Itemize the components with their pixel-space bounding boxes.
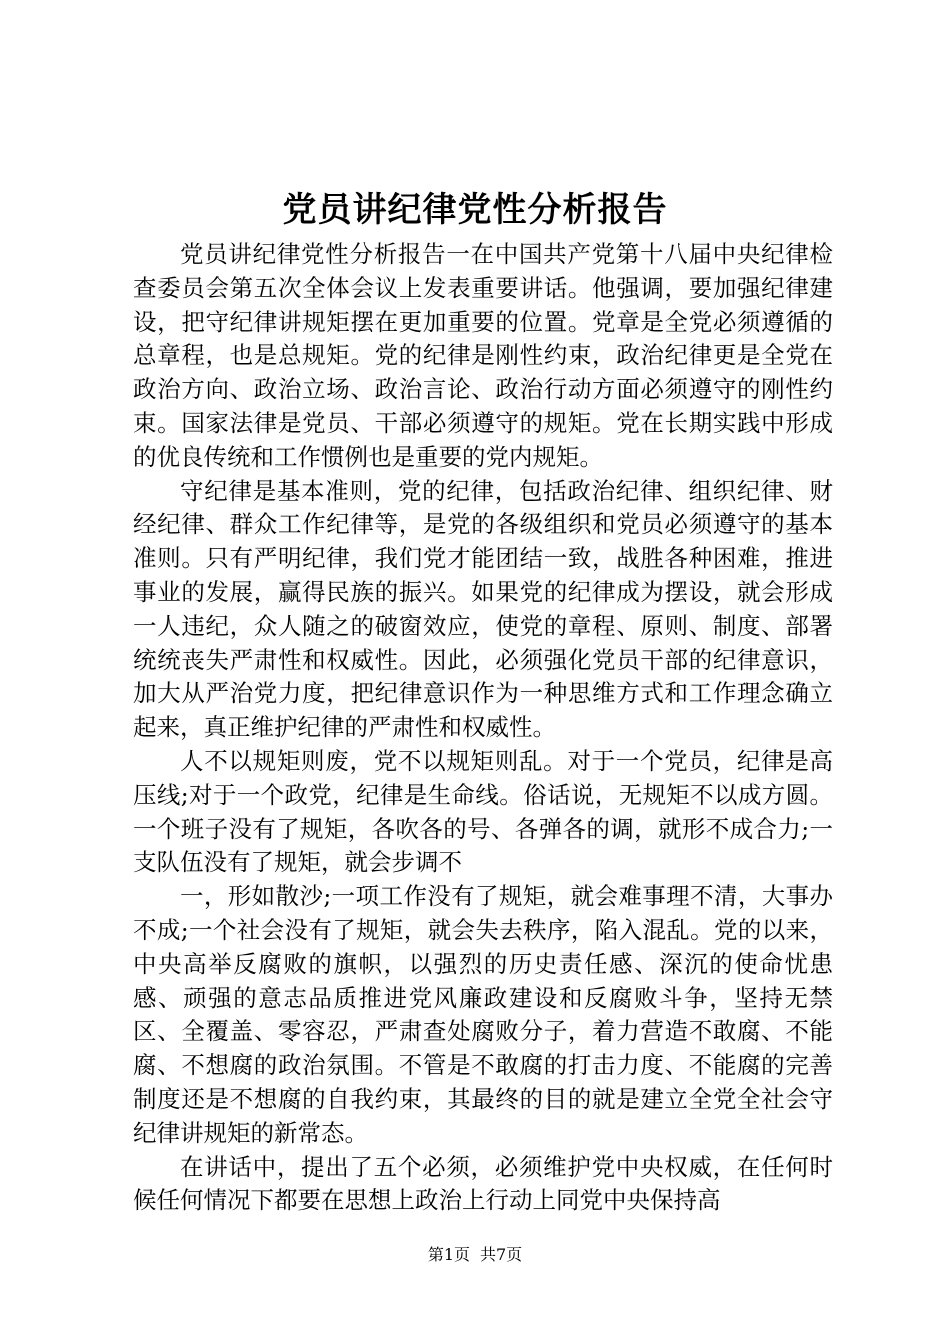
page-total: 共7页 <box>480 1245 523 1264</box>
page-number: 第1页 <box>427 1245 470 1264</box>
document-body <box>133 238 833 1218</box>
paragraph-4: 一，形如散沙;一项工作没有了规矩，就会难事理不清，大事办不成;一个社会没有了规矩，就会失去秩序，陷入混乱。党的以来，中央高举反腐败的旗帜，以强烈的历史责任感、深沉的使命忧患感、顽强的意志品质推进党风廉政建设和反腐败斗争，坚持无禁区、全覆盖、零容忍，严肃查处腐败分子，着力营造不敢腐、不能腐、不想腐的政治氛围。不管是不敢腐的打击力度、不能腐的完善制度还是不想腐的自我约束，其最终的目的就是建立全党全社会守纪律讲规矩的新常态。 <box>133 882 833 1147</box>
page-footer <box>0 1244 950 1266</box>
paragraph-1: 党员讲纪律党性分析报告一在中国共产党第十八届中央纪律检查委员会第五次全体会议上发表重要讲话。他强调，要加强纪律建设，把守纪律讲规矩摆在更加重要的位置。党章是全党必须遵循的总章程，也是总规矩。党的纪律是刚性约束，政治纪律更是全党在政治方向、政治立场、政治言论、政治行动方面必须遵守的刚性约束。国家法律是党员、干部必须遵守的规矩。党在长期实践中形成的优良传统和工作惯例也是重要的党内规矩。 <box>133 240 833 471</box>
paragraph-5: 在讲话中，提出了五个必须，必须维护党中央权威，在任何时候任何情况下都要在思想上政治上行动上同党中央保持高 <box>133 1152 833 1215</box>
document-title: 党员讲纪律党性分析报告 <box>282 190 668 230</box>
paragraph-3: 人不以规矩则废，党不以规矩则乱。对于一个党员，纪律是高压线;对于一个政党，纪律是生命线。俗话说，无规矩不以成方圆。一个班子没有了规矩，各吹各的号、各弹各的调，就形不成合力;一支队伍没有了规矩，就会步调不 <box>133 746 833 877</box>
paragraph-2: 守纪律是基本准则，党的纪律，包括政治纪律、组织纪律、财经纪律、群众工作纪律等，是党的各级组织和党员必须遵守的基本准则。只有严明纪律，我们党才能团结一致，战胜各种困难，推进事业的发展，赢得民族的振兴。如果党的纪律成为摆设，就会形成一人违纪，众人随之的破窗效应，使党的章程、原则、制度、部署统统丧失严肃性和权威性。因此，必须强化党员干部的纪律意识，加大从严治党力度，把纪律意识作为一种思维方式和工作理念确立起来，真正维护纪律的严肃性和权威性。 <box>133 476 833 742</box>
